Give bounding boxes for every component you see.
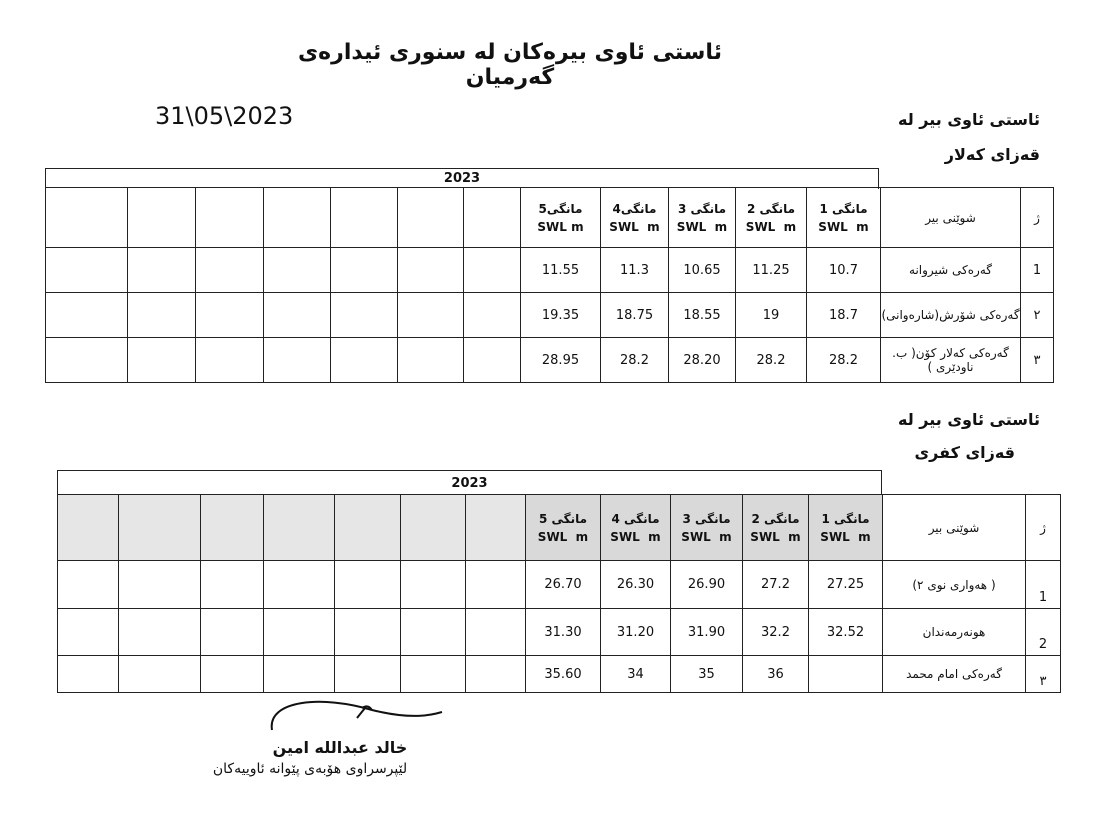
swl-value-cell: 18.75 <box>601 293 669 338</box>
month-label: مانگی 4 <box>611 511 660 526</box>
section-subheading-kifri: قەزای کفری <box>914 443 1015 462</box>
unit-label: SWL m <box>609 219 660 234</box>
empty-cell <box>46 293 128 338</box>
empty-cell <box>196 188 264 248</box>
well-location-cell: گەرەکی امام محمد <box>883 656 1026 693</box>
column-header-index: ژ <box>1026 495 1061 561</box>
empty-cell <box>401 609 466 656</box>
empty-cell <box>264 656 335 693</box>
empty-cell <box>331 188 398 248</box>
table-row <box>58 561 1061 609</box>
row-index-cell: 2 <box>1026 609 1061 656</box>
month-header <box>671 495 743 561</box>
empty-cell <box>398 248 464 293</box>
empty-cell <box>335 561 401 609</box>
empty-cell <box>264 561 335 609</box>
swl-value-cell: 11.3 <box>601 248 669 293</box>
month-label: مانگی5 <box>538 201 583 216</box>
swl-value-cell: 28.2 <box>736 338 807 383</box>
month-label: مانگی 1 <box>819 201 868 216</box>
table-row <box>46 338 1054 383</box>
empty-cell <box>331 248 398 293</box>
well-level-table-kifri <box>57 494 1061 693</box>
month-label: مانگی 2 <box>751 511 800 526</box>
empty-cell <box>464 338 521 383</box>
empty-cell <box>119 561 201 609</box>
unit-label: SWL m <box>676 219 728 234</box>
empty-cell <box>46 338 128 383</box>
month-header <box>526 495 601 561</box>
month-label: مانگی 3 <box>677 201 727 216</box>
row-index-cell: 1 <box>1021 248 1054 293</box>
row-index-cell: ٣ <box>1026 656 1061 693</box>
swl-value-cell: 11.55 <box>521 248 601 293</box>
year-label: 2023 <box>57 470 882 496</box>
swl-value-cell: 31.30 <box>526 609 601 656</box>
empty-cell <box>464 248 521 293</box>
section-heading-kalar: ئاستی ئاوی بیر لە <box>897 110 1040 129</box>
swl-value-cell: 32.2 <box>743 609 809 656</box>
unit-label: SWL m <box>750 529 801 544</box>
empty-cell <box>335 656 401 693</box>
empty-cell <box>58 656 119 693</box>
empty-cell <box>466 495 526 561</box>
table-row <box>58 656 1061 693</box>
swl-value-cell: 31.90 <box>671 609 743 656</box>
empty-cell <box>401 656 466 693</box>
row-index-cell: 1 <box>1026 561 1061 609</box>
well-location-cell: گەرەکی شیروانە <box>881 248 1021 293</box>
table-row <box>46 293 1054 338</box>
well-location-cell: گەرەکی شۆرش(شارەوانی) <box>881 293 1021 338</box>
empty-cell <box>196 248 264 293</box>
swl-value-cell: 18.7 <box>807 293 881 338</box>
month-header <box>669 188 736 248</box>
empty-cell <box>58 609 119 656</box>
empty-cell <box>466 561 526 609</box>
swl-value-cell: 28.2 <box>601 338 669 383</box>
empty-cell <box>128 188 196 248</box>
swl-value-cell: 36 <box>743 656 809 693</box>
swl-value-cell: 31.20 <box>601 609 671 656</box>
empty-cell <box>331 293 398 338</box>
empty-cell <box>464 293 521 338</box>
swl-value-cell: 26.30 <box>601 561 671 609</box>
empty-cell <box>201 561 264 609</box>
empty-cell <box>201 495 264 561</box>
swl-value-cell: 26.90 <box>671 561 743 609</box>
swl-value-cell: 35 <box>671 656 743 693</box>
unit-label: SWL m <box>537 529 589 544</box>
empty-cell <box>264 495 335 561</box>
empty-cell <box>128 338 196 383</box>
swl-value-cell <box>809 656 883 693</box>
empty-cell <box>119 609 201 656</box>
month-header <box>743 495 809 561</box>
empty-cell <box>58 561 119 609</box>
table-header-row <box>58 495 1061 561</box>
unit-label: SWL m <box>610 529 661 544</box>
month-header <box>521 188 601 248</box>
row-index-cell: ٢ <box>1021 293 1054 338</box>
empty-cell <box>58 495 119 561</box>
swl-value-cell: 32.52 <box>809 609 883 656</box>
empty-cell <box>201 609 264 656</box>
well-location-cell: هونەرمەندان <box>883 609 1026 656</box>
swl-value-cell: 27.25 <box>809 561 883 609</box>
swl-value-cell: 10.65 <box>669 248 736 293</box>
empty-cell <box>128 293 196 338</box>
column-header-name: شوێنی بیر <box>883 495 1026 561</box>
empty-cell <box>46 188 128 248</box>
empty-cell <box>398 293 464 338</box>
swl-value-cell: 26.70 <box>526 561 601 609</box>
empty-cell <box>398 188 464 248</box>
swl-value-cell: 34 <box>601 656 671 693</box>
empty-cell <box>335 609 401 656</box>
empty-cell <box>119 495 201 561</box>
swl-value-cell: 28.95 <box>521 338 601 383</box>
month-label: مانگی 3 <box>682 511 731 526</box>
empty-cell <box>335 495 401 561</box>
empty-cell <box>46 248 128 293</box>
empty-cell <box>119 656 201 693</box>
month-header <box>601 188 669 248</box>
month-label: مانگی 5 <box>538 511 588 526</box>
well-level-table-kalar <box>45 187 1054 383</box>
row-index-cell: ٣ <box>1021 338 1054 383</box>
swl-value-cell: 11.25 <box>736 248 807 293</box>
unit-label: SWL m <box>820 529 871 544</box>
empty-cell <box>466 656 526 693</box>
signatory-role: لێپرسراوی هۆبەی پێوانە ئاوییەکان <box>212 761 408 777</box>
month-label: مانگی 1 <box>821 511 870 526</box>
swl-value-cell: 19 <box>736 293 807 338</box>
month-label: مانگی 2 <box>746 201 796 216</box>
month-header <box>809 495 883 561</box>
well-location-cell: ( هەواری نوی ٢) <box>883 561 1026 609</box>
empty-cell <box>264 609 335 656</box>
swl-value-cell: 27.2 <box>743 561 809 609</box>
empty-cell <box>398 338 464 383</box>
empty-cell <box>466 609 526 656</box>
empty-cell <box>196 338 264 383</box>
document-date: 31\05\2023 <box>155 102 294 130</box>
document-title: ئاستی ئاوی بیرەکان لە سنوری ئیدارەی گەرمیان <box>298 40 722 90</box>
month-header <box>736 188 807 248</box>
month-label: مانگی4 <box>612 201 657 216</box>
unit-label: SWL m <box>745 219 797 234</box>
swl-value-cell: 10.7 <box>807 248 881 293</box>
signatory-name: خالد عبداللە امین <box>272 738 408 757</box>
unit-label: SWL m <box>818 219 869 234</box>
well-location-cell: گەرەکی کەلار کۆن( ب. ناودێری ) <box>881 338 1021 383</box>
swl-value-cell: 28.20 <box>669 338 736 383</box>
table-row <box>46 248 1054 293</box>
empty-cell <box>401 495 466 561</box>
unit-label: SWL m <box>537 219 584 234</box>
empty-cell <box>264 248 331 293</box>
swl-value-cell: 19.35 <box>521 293 601 338</box>
empty-cell <box>128 248 196 293</box>
empty-cell <box>264 293 331 338</box>
swl-value-cell: 28.2 <box>807 338 881 383</box>
table-header-row <box>46 188 1054 248</box>
empty-cell <box>331 338 398 383</box>
month-header <box>601 495 671 561</box>
section-subheading-kalar: قەزای کەلار <box>944 145 1040 164</box>
month-header <box>807 188 881 248</box>
swl-value-cell: 18.55 <box>669 293 736 338</box>
unit-label: SWL m <box>681 529 732 544</box>
empty-cell <box>401 561 466 609</box>
empty-cell <box>196 293 264 338</box>
empty-cell <box>201 656 264 693</box>
column-header-name: شوێنی بیر <box>881 188 1021 248</box>
column-header-index: ژ <box>1021 188 1054 248</box>
year-label: 2023 <box>45 168 879 189</box>
table-row <box>58 609 1061 656</box>
signature-block <box>212 700 440 777</box>
section-heading-kifri: ئاستی ئاوی بیر لە <box>897 410 1040 429</box>
empty-cell <box>464 188 521 248</box>
empty-cell <box>264 188 331 248</box>
swl-value-cell: 35.60 <box>526 656 601 693</box>
empty-cell <box>264 338 331 383</box>
